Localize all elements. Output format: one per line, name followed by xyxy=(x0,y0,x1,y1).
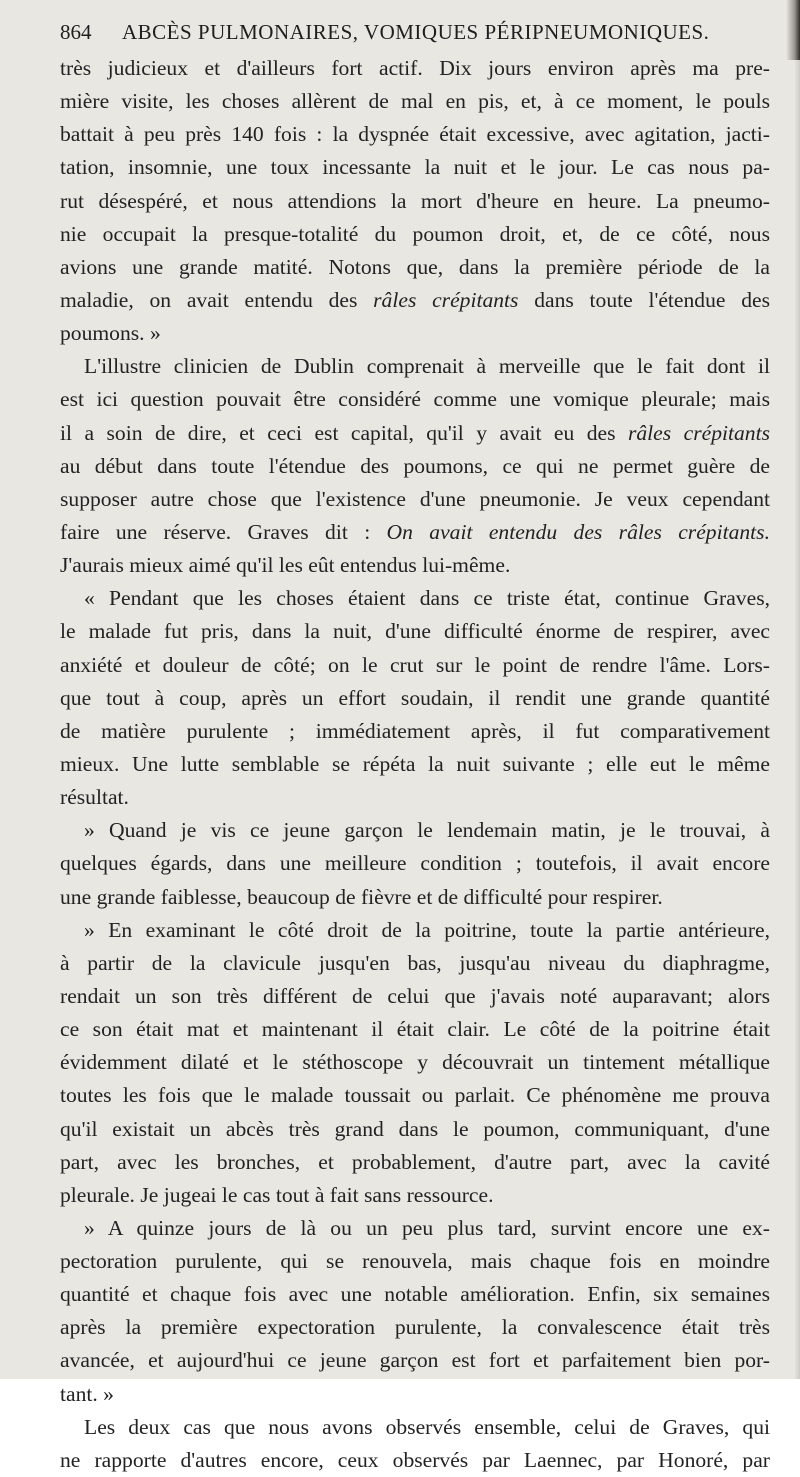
text-line: que tout à coup, après un effort soudain, il rendit une grande quantité xyxy=(60,685,770,710)
text-line: une grande faiblesse, beaucoup de fièvre et de difficulté pour respirer. xyxy=(60,884,663,909)
text-line: toutes les fois que le malade toussait ou parlait. Ce phénomène me prouva xyxy=(60,1083,770,1108)
text-line: battait à peu près 140 fois : la dyspnée était excessive, avec agitation, jacti- xyxy=(60,122,770,147)
text-line: part, avec les bronches, et probablement, d'autre part, avec la cavité xyxy=(60,1149,770,1174)
text-line: « Pendant que les choses étaient dans ce triste état, continue Graves, xyxy=(84,586,770,611)
text-segment: faire une réserve. Graves dit : xyxy=(60,519,387,544)
text-line: mière visite, les choses allèrent de mal en pis, et, à ce moment, le pouls xyxy=(60,89,770,114)
running-title: ABCÈS PULMONAIRES, VOMIQUES PÉRIPNEUMONIQUES. xyxy=(122,20,710,44)
text-line: ce son était mat et maintenant il était clair. Le côté de la poitrine était xyxy=(60,1017,770,1042)
text-line: après la première expectoration purulente, la convalescence était très xyxy=(60,1315,770,1340)
text-segment: dans toute l'étendue des xyxy=(518,287,770,312)
text-line: tant. » xyxy=(60,1381,114,1406)
text-line: pectoration purulente, qui se renouvela, mais chaque fois en moindre xyxy=(60,1249,770,1274)
text-line: Les deux cas que nous avons observés ensemble, celui de Graves, qui xyxy=(84,1414,770,1439)
text-line: ne rapporte d'autres encore, ceux observés par Laennec, par Honoré, par xyxy=(60,1447,770,1472)
body-text xyxy=(60,52,770,1477)
text-line: résultat. xyxy=(60,785,129,810)
text-line xyxy=(60,417,770,450)
italic-term: râles crépitants xyxy=(627,420,770,445)
text-line: très judicieux et d'ailleurs fort actif. Dix jours environ après ma pre- xyxy=(60,56,770,80)
running-header xyxy=(60,18,760,46)
text-line xyxy=(60,284,770,317)
text-segment: maladie, on avait entendu des xyxy=(60,287,374,312)
text-line: » A quinze jours de là ou un peu plus tard, survint encore une ex- xyxy=(84,1215,770,1240)
text-line: rut désespéré, et nous attendions la mort d'heure en heure. La pneumo- xyxy=(60,188,770,213)
text-line: au début dans toute l'étendue des poumons, ce qui ne permet guère de xyxy=(60,453,770,478)
text-line: de matière purulente ; immédiatement après, il fut comparativement xyxy=(60,718,770,743)
text-line: quantité et chaque fois avec une notable amélioration. Enfin, six semaines xyxy=(60,1282,770,1307)
text-line xyxy=(60,516,770,549)
text-line: J'aurais mieux aimé qu'il les eût entendus lui-même. xyxy=(60,553,511,578)
text-line: supposer autre chose que l'existence d'une pneumonie. Je veux cependant xyxy=(60,486,770,511)
text-line: nie occupait la presque-totalité du poumon droit, et, de ce côté, nous xyxy=(60,221,770,246)
text-line: le malade fut pris, dans la nuit, d'une difficulté énorme de respirer, avec xyxy=(60,619,770,644)
text-line: mieux. Une lutte semblable se répéta la nuit suivante ; elle eut le même xyxy=(60,751,770,776)
text-line: évidemment dilaté et le stéthoscope y découvrait un tintement métallique xyxy=(60,1050,770,1075)
text-line: avions une grande matité. Notons que, dans la première période de la xyxy=(60,254,770,279)
text-line: poumons. » xyxy=(60,321,161,346)
italic-term: râles crépitants xyxy=(373,287,519,312)
text-line: qu'il existait un abcès très grand dans le poumon, communiquant, d'une xyxy=(60,1116,770,1141)
text-line: tation, insomnie, une toux incessante la nuit et le jour. Le cas nous pa- xyxy=(60,155,770,180)
text-line: » Quand je vis ce jeune garçon le lendemain matin, je le trouvai, à xyxy=(84,818,770,843)
text-line: rendait un son très différent de celui que j'avais noté auparavant; alors xyxy=(60,983,770,1008)
text-segment: il a soin de dire, et ceci est capital, qu'il y avait eu des xyxy=(60,420,628,445)
text-line: est ici question pouvait être considéré comme une vomique pleurale; mais xyxy=(60,387,770,412)
page-number: 864 xyxy=(60,20,92,44)
text-line: avancée, et aujourd'hui ce jeune garçon est fort et parfaitement bien por- xyxy=(60,1348,770,1373)
text-line: L'illustre clinicien de Dublin comprenait à merveille que le fait dont il xyxy=(84,354,770,379)
text-line: à partir de la clavicule jusqu'en bas, jusqu'au niveau du diaphragme, xyxy=(60,950,770,975)
text-line: quelques égards, dans une meilleure condition ; toutefois, il avait encore xyxy=(60,851,770,876)
text-line: anxiété et douleur de côté; on le crut sur le point de rendre l'âme. Lors- xyxy=(60,652,770,677)
italic-quote: On avait entendu des râles crépitants. xyxy=(386,519,770,544)
text-line: » En examinant le côté droit de la poitrine, toute la partie antérieure, xyxy=(84,917,770,942)
page-edge-shadow xyxy=(794,60,800,1379)
text-line: pleurale. Je jugeai le cas tout à fait sans ressource. xyxy=(60,1182,494,1207)
page-edge-mark xyxy=(786,0,800,60)
